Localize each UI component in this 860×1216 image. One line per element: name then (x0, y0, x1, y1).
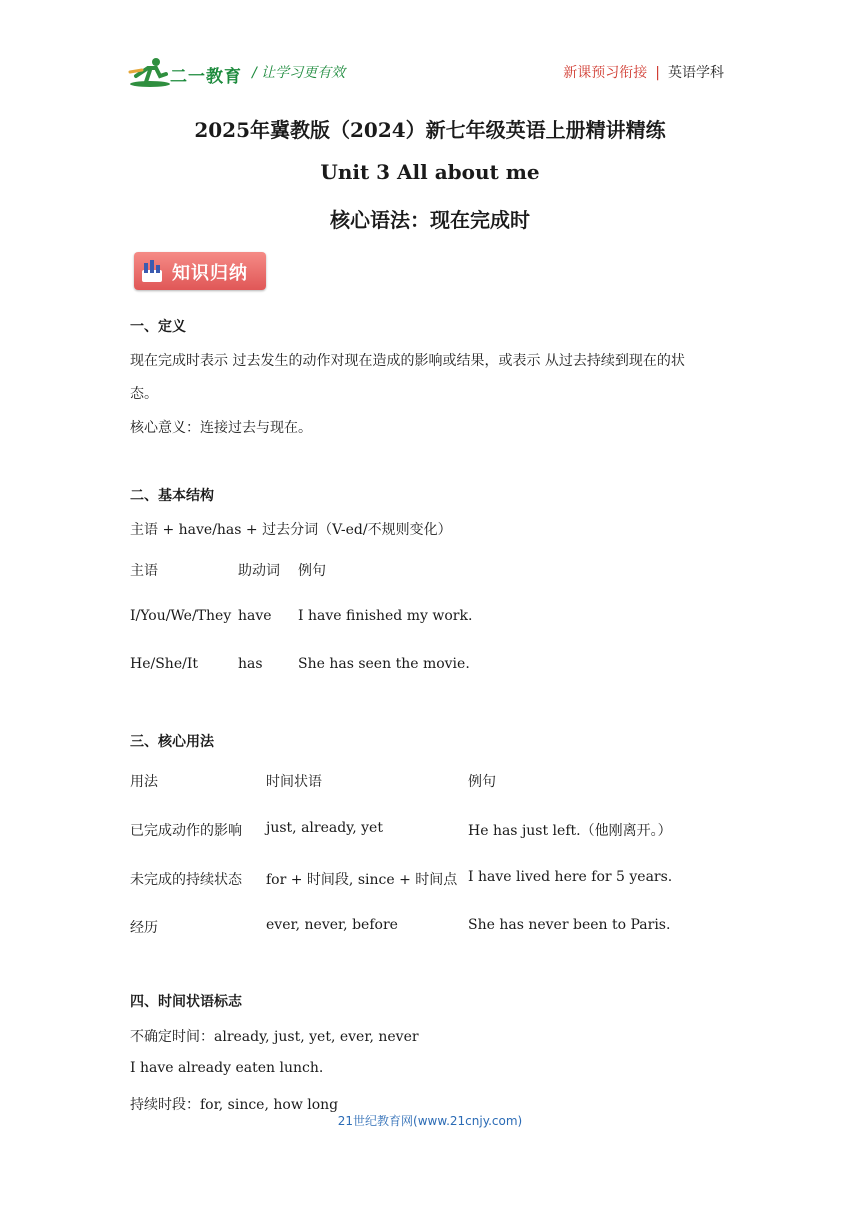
header-course-label: 新课预习衔接 (563, 65, 648, 81)
table-cell: 未完成的持续状态 (130, 872, 242, 888)
section-structure-heading: 二、基本结构 (130, 488, 214, 504)
table-cell: ever, never, before (266, 917, 398, 933)
table-cell: 已完成动作的影响 (130, 823, 242, 839)
footer-source: 21世纪教育网(www.21cnjy.com) (337, 1114, 523, 1128)
document-title: 2025年冀教版（2024）新七年级英语上册精讲精练 (194, 118, 666, 142)
table-cell: He/She/It (130, 656, 198, 672)
table-cell: He has just left.（他刚离开。） (468, 823, 672, 839)
table-cell: has (238, 656, 263, 672)
unit-title: Unit 3 All about me (320, 160, 540, 184)
table-cell: She has never been to Paris. (468, 917, 671, 933)
section-time-markers-heading: 四、时间状语标志 (130, 994, 242, 1010)
table-cell: for + 时间段, since + 时间点 (266, 872, 458, 888)
table-header: 时间状语 (266, 774, 322, 790)
table-header: 例句 (468, 774, 496, 790)
structure-formula: 主语 + have/has + 过去分词（V-ed/不规则变化） (130, 522, 452, 538)
table-cell: I/You/We/They (130, 608, 232, 624)
table-header: 例句 (298, 563, 326, 579)
time-markers-line-3: 持续时段：for, since, how long (130, 1097, 339, 1113)
section-definition-heading: 一、定义 (130, 319, 186, 335)
table-cell: She has seen the movie. (298, 656, 470, 672)
time-markers-example: I have already eaten lunch. (130, 1060, 324, 1076)
table-cell: I have lived here for 5 years. (468, 869, 673, 885)
header-right (563, 62, 724, 82)
table-header: 用法 (130, 774, 158, 790)
table-header: 主语 (130, 563, 158, 579)
knowledge-summary-badge (134, 252, 266, 290)
table-header: 助动词 (238, 563, 280, 579)
book-chart-icon (140, 258, 164, 284)
time-markers-line-1: 不确定时间：already, just, yet, ever, never (130, 1029, 419, 1045)
core-meaning: 核心意义：连接过去与现在。 (130, 420, 312, 436)
section-usage-heading: 三、核心用法 (130, 734, 214, 750)
topic-title: 核心语法：现在完成时 (330, 208, 530, 232)
logo-text: 二一教育 (170, 67, 242, 87)
table-cell: have (238, 608, 272, 624)
header-separator: | (655, 65, 660, 81)
table-cell: just, already, yet (266, 820, 383, 836)
definition-line-1: 现在完成时表示 过去发生的动作对现在造成的影响或结果，或表示 从过去持续到现在的状 (130, 353, 685, 369)
header-subject-label: 英语学科 (668, 65, 724, 81)
slogan: / 让学习更有效 (252, 65, 346, 81)
table-cell: I have finished my work. (298, 608, 473, 624)
definition-line-2: 态。 (130, 386, 158, 402)
table-cell: 经历 (130, 920, 158, 936)
badge-label: 知识归纳 (172, 263, 248, 284)
